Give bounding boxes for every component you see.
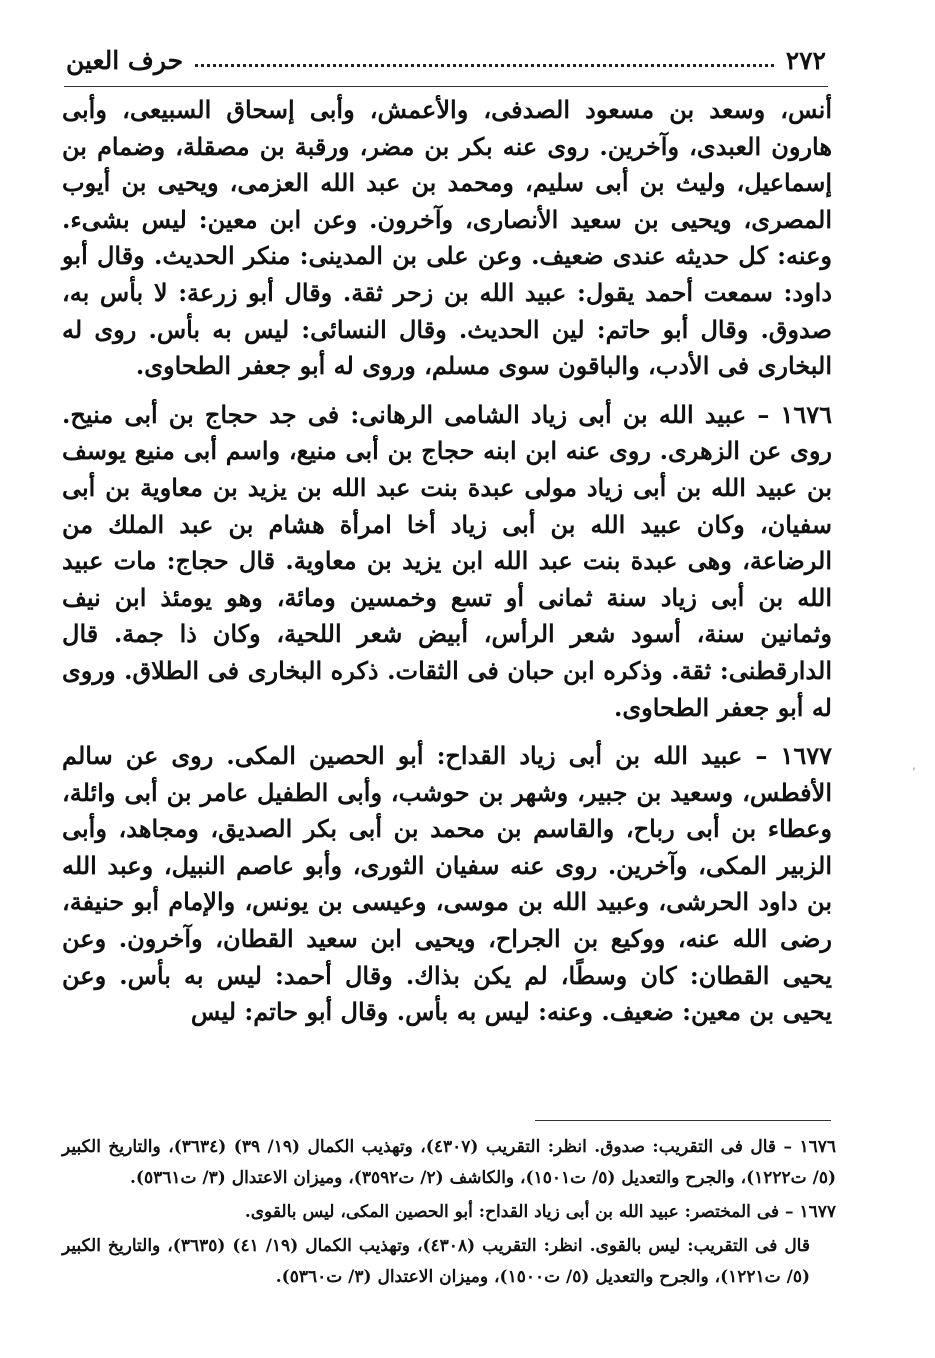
entry-text: عبيد الله بن أبى زياد الشامى الرهانى: فى جد حجاج بن أبى منيح. روى عن الزهرى. روى عنه ابن ابنه حجاج بن أبى منيع، واسم أبى منيع يوسف بن عبيد الله بن أبى زياد مولى عبدة بنت عبد الله بن يزيد بن معاوية بن أبى سفيان، وكان عبيد الله بن أبى زياد أخا امرأة هشام بن عبد الملك من الرضاعة، وهى عبدة بنت عبد الله ابن يزيد بن معاوية. قال حجاج: مات عبيد الله بن أبى زياد سنة ثمانى أو تسع وخمسين ومائة، وهو يومئذ ابن نيف وثمانين سنة، أسود شعر الرأس، أبيض شعر اللحية، وكان ذا جمة. قال الدارقطنى: ثقة. وذكره ابن حبان فى الثقات. ذكره البخارى فى الطلاق. وروى له أبو جعفر الطحاوى.: [62, 399, 832, 722]
running-head: [66, 38, 826, 82]
footnote-1677-continuation: [62, 1231, 836, 1293]
margin-mark: ‚: [912, 758, 916, 772]
footnote-number: ١٦٧٦ –: [783, 1137, 836, 1157]
chapter-title: حرف العين: [66, 45, 184, 75]
entry-1676: [62, 397, 832, 726]
footnotes: [62, 1132, 836, 1296]
main-text: [62, 92, 832, 1043]
entry-text: أنس، وسعد بن مسعود الصدفى، والأعمش، وأبى إسحاق السبيعى، وأبى هارون العبدى، وآخرين. روى عنه بكر بن مضر، ورقبة بن مصقلة، وضمام بن إسماعيل، وليث بن أبى سليم، ومحمد بن عبد الله العزمى، ويحيى بن أيوب المصرى، ويحيى بن سعيد الأنصارى، وآخرون. وعن ابن معين: ليس بشىء. وعنه: كل حديثه عندى ضعيف. وعن على بن المدينى: منكر الحديث. وقال أبو داود: سمعت أحمد يقول: عبيد الله بن زحر ثقة. وقال أبو زرعة: لا بأس به، صدوق. وقال أبو حاتم: لين الحديث. وقال النسائى: ليس به بأس. روى له البخارى فى الأدب، والباقون سوى مسلم، وروى له أبو جعفر الطحاوى.: [62, 95, 832, 381]
footnote-rule: [535, 1120, 831, 1121]
footnote-1676: [62, 1132, 836, 1194]
entry-number: ١٦٧٧ –: [755, 741, 833, 771]
page-number: ٢٧٢: [785, 45, 826, 75]
entry-1677: [62, 738, 832, 1031]
entry-text: عبيد الله بن أبى زياد القداح: أبو الحصين المكى. روى عن سالم الأفطس، وسعيد بن جبير، وشهر بن حوشب، وأبى الطفيل عامر بن أبى وائلة، وعطاء بن أبى رباح، والقاسم بن محمد بن أبى بكر الصديق، ومجاهد، وأبى الزبير المكى، وآخرين. روى عنه سفيان الثورى، وأبو عاصم النبيل، وعبد الله بن داود الحرشى، وعبيد الله بن موسى، وعيسى بن يونس، والإمام أبو حنيفة، رضى الله عنه، ووكيع بن الجراح، ويحيى ابن سعيد القطان، وآخرون. وعن يحيى القطان: كان وسطًا، لم يكن بذاك. وقال أحمد: ليس به بأس. وعن يحيى بن معين: ضعيف. وعنه: ليس به بأس. وقال أبو حاتم: ليس: [62, 741, 832, 1027]
header-rule: [64, 86, 828, 87]
entry-number: ١٦٧٦ –: [757, 399, 833, 429]
footnote-text: قال فى التقريب: ليس بالقوى. انظر: التقريب (٤٣٠٨)، وتهذيب الكمال (١٩/ ٤١) (٣٦٣٥)، والتاريخ الكبير (٥/ ت١٢٢١)، والجرح والتعديل (٥/ ت١٥٠٠)، وميزان الاعتدال (٣/ ت٥٣٦٠).: [62, 1236, 810, 1287]
footnote-text: قال فى التقريب: صدوق. انظر: التقريب (٤٣٠٧)، وتهذيب الكمال (١٩/ ٣٩) (٣٦٣٤)، والتاريخ الكبير (٥/ ت١٢٢٢)، والجرح والتعديل (٥/ ت١٥٠١)، والكاشف (٢/ ت٣٥٩٢)، وميزان الاعتدال (٣/ ت٥٣٦١).: [62, 1137, 836, 1188]
footnote-number: ١٦٧٧ –: [785, 1202, 836, 1222]
footnote-text: فى المختصر: عبيد الله بن أبى زياد القداح: أبو الحصين المكى، ليس بالقوى.: [244, 1202, 780, 1222]
dot-leader: [195, 64, 774, 67]
entry-continuation: [62, 92, 832, 385]
footnote-1677: [62, 1197, 836, 1228]
